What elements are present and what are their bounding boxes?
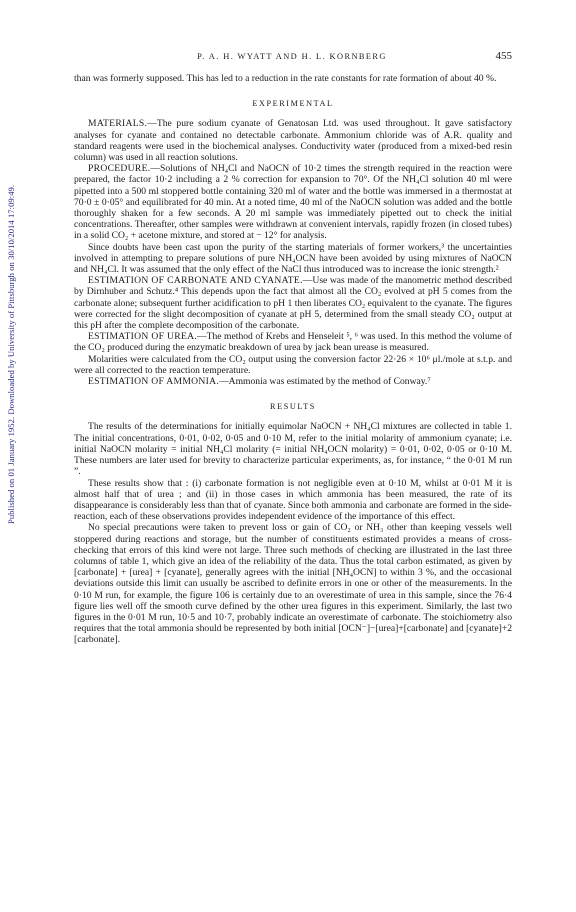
materials-paragraph bbox=[74, 118, 512, 163]
urea-paragraph bbox=[74, 331, 512, 353]
ammonia-text: —Ammonia was estimated by the method of Conway.⁷ bbox=[219, 376, 431, 388]
ammonia-paragraph bbox=[74, 376, 512, 387]
results-paragraph-1: The results of the determinations for initially equimolar NaOCN + NH₄Cl mixtures are collected in table 1. The initial concentrations, 0·01, 0·02, 0·05 and 0·10 M, refer to the initial molarity of ammonium cyanate; i.e. initial NaOCN molarity = initial NH₄Cl molarity (= initial NH₄OCN molarity) = 0·01, 0·02, 0·05 or 0·10 M. These numbers are later used for brevity to characterize particular experiments, as, for instance, “ the 0·01 M run ”. bbox=[74, 421, 512, 478]
doubts-paragraph: Since doubts have been cast upon the purity of the starting materials of former workers,³ the uncertainties involved in attempting to prepare solutions of pure NH₄OCN have been avoided by using mixtures of NaOCN and NH₄Cl. It was assumed that the only effect of the NaCl thus introduced was to increase the ionic strength.² bbox=[74, 241, 512, 276]
procedure-label: PROCEDURE. bbox=[88, 163, 151, 175]
carbonate-paragraph bbox=[74, 275, 512, 331]
materials-text: —The pure sodium cyanate of Genatosan Ltd. was used throughout. It gave satisfactory analyses for cyanate and contained no detectable carbonate. Ammonium chloride was of A.R. quality and standard reagents were used in the biochemical analyses. Conductivity water (produced from a mixed-bed resin column) was used in all reaction solutions. bbox=[74, 118, 512, 164]
materials-label: MATERIALS. bbox=[88, 118, 148, 130]
intro-paragraph: than was formerly supposed. This has led to a reduction in the rate constants for rate formation of about 40 %. bbox=[74, 73, 497, 84]
page-number: 455 bbox=[495, 50, 512, 62]
text-column bbox=[74, 73, 512, 646]
procedure-text: —Solutions of NH₄Cl and NaOCN of 10·2 times the strength required in the reaction were prepared, the factor 10·2 including a 2 % correction for expansion to 70°. Of the NH₄Cl solution 40 ml were pipetted into a 500 ml stoppered bottle containing 320 ml of water and the bottle was immersed in a thermostat at 70·0 ± 0·05° and equilibrated for 40 min. At a noted time, 40 ml of the NaOCN solution was added and the bottle thoroughly shaken for a few seconds. A 20 ml sample was immediately pipetted out to check the initial concentrations. Thereafter, other samples were withdrawn at convenient intervals, rapidly frozen (in closed tubes) in a solid CO₂ + acetone mixture, and stored at − 12° for analysis. bbox=[74, 163, 512, 242]
results-paragraph-3: No special precautions were taken to prevent loss or gain of CO₂ or NH₃ other than keeping vessels well stoppered during reactions and storage, but the number of constituents estimated provides a means of cross-checking that errors of this kind were not large. Three such methods of checking are illustrated in the last three columns of table 1, which give an idea of the reliability of the data. Thus the total carbon estimated, as given by [carbonate] + [urea] + [cyanate], generally agrees with the initial [NH₄OCN] to within 3 %, and the occasional deviations outside this limit can usually be ascribed to definite errors in one or other of the measurements. In the 0·10 M run, for example, the figure 106 is certainly due to an overestimate of urea in this sample, since the 76·4 figure lies well off the smooth curve defined by the other urea figures in this experiment. Similarly, the last two figures in the 0·01 M run, 10·5 and 10·7, probably indicate an overestimate of carbonate. The stoichiometry also requires that the total ammonia should be represented by both initial [OCN⁻]−[urea]+[carbonate] and [cyanate]+2 [carbonate]. bbox=[74, 522, 512, 646]
molarities-paragraph: Molarities were calculated from the CO₂ output using the conversion factor 22·26 × 10⁶ μl./mole at s.t.p. and were all corrected to the reaction temperature. bbox=[74, 353, 512, 376]
results-heading: RESULTS bbox=[270, 402, 316, 412]
urea-text: —The method of Krebs and Henseleit ⁵, ⁶ was used. In this method the volume of the CO₂ produced during the enzymatic breakdown of urea by jack bean urease is measured. bbox=[74, 331, 512, 354]
urea-label: ESTIMATION OF UREA. bbox=[88, 331, 198, 343]
download-sidebar: Published on 01 January 1952. Downloaded by University of Pittsburgh on 30/10/2014 17:09:49. bbox=[6, 184, 16, 524]
header-authors: P. A. H. WYATT AND H. L. KORNBERG bbox=[197, 52, 387, 61]
carbonate-label: ESTIMATION OF CARBONATE AND CYANATE. bbox=[88, 275, 303, 287]
results-paragraph-2: These results show that : (i) carbonate formation is not negligible even at 0·10 M, whilst at 0·01 M it is almost half that of urea ; and (ii) in those cases in which ammonia has been measured, the rate of its disappearance is considerably less than that of cyanate. Since both ammonia and carbonate are formed in the side-reaction, each of these observations provides independent evidence of the importance of this effect. bbox=[74, 477, 512, 523]
running-header bbox=[72, 52, 512, 66]
carbonate-text: —Use was made of the manometric method described by Dirnhuber and Schutz.⁴ This depends upon the fact that almost all the CO₂ evolved at pH 5 comes from the carbonate alone; subsequent further acidification to pH 1 then liberates CO₂ equivalent to the cyanate. The figures were corrected for the slight decomposition of cyanate at pH 5, determined from the small steady CO₂ output at this pH after the complete decomposition of the carbonate. bbox=[74, 275, 512, 332]
procedure-paragraph bbox=[74, 163, 512, 241]
ammonia-label: ESTIMATION OF AMMONIA. bbox=[88, 376, 220, 388]
experimental-heading: EXPERIMENTAL bbox=[252, 99, 334, 109]
